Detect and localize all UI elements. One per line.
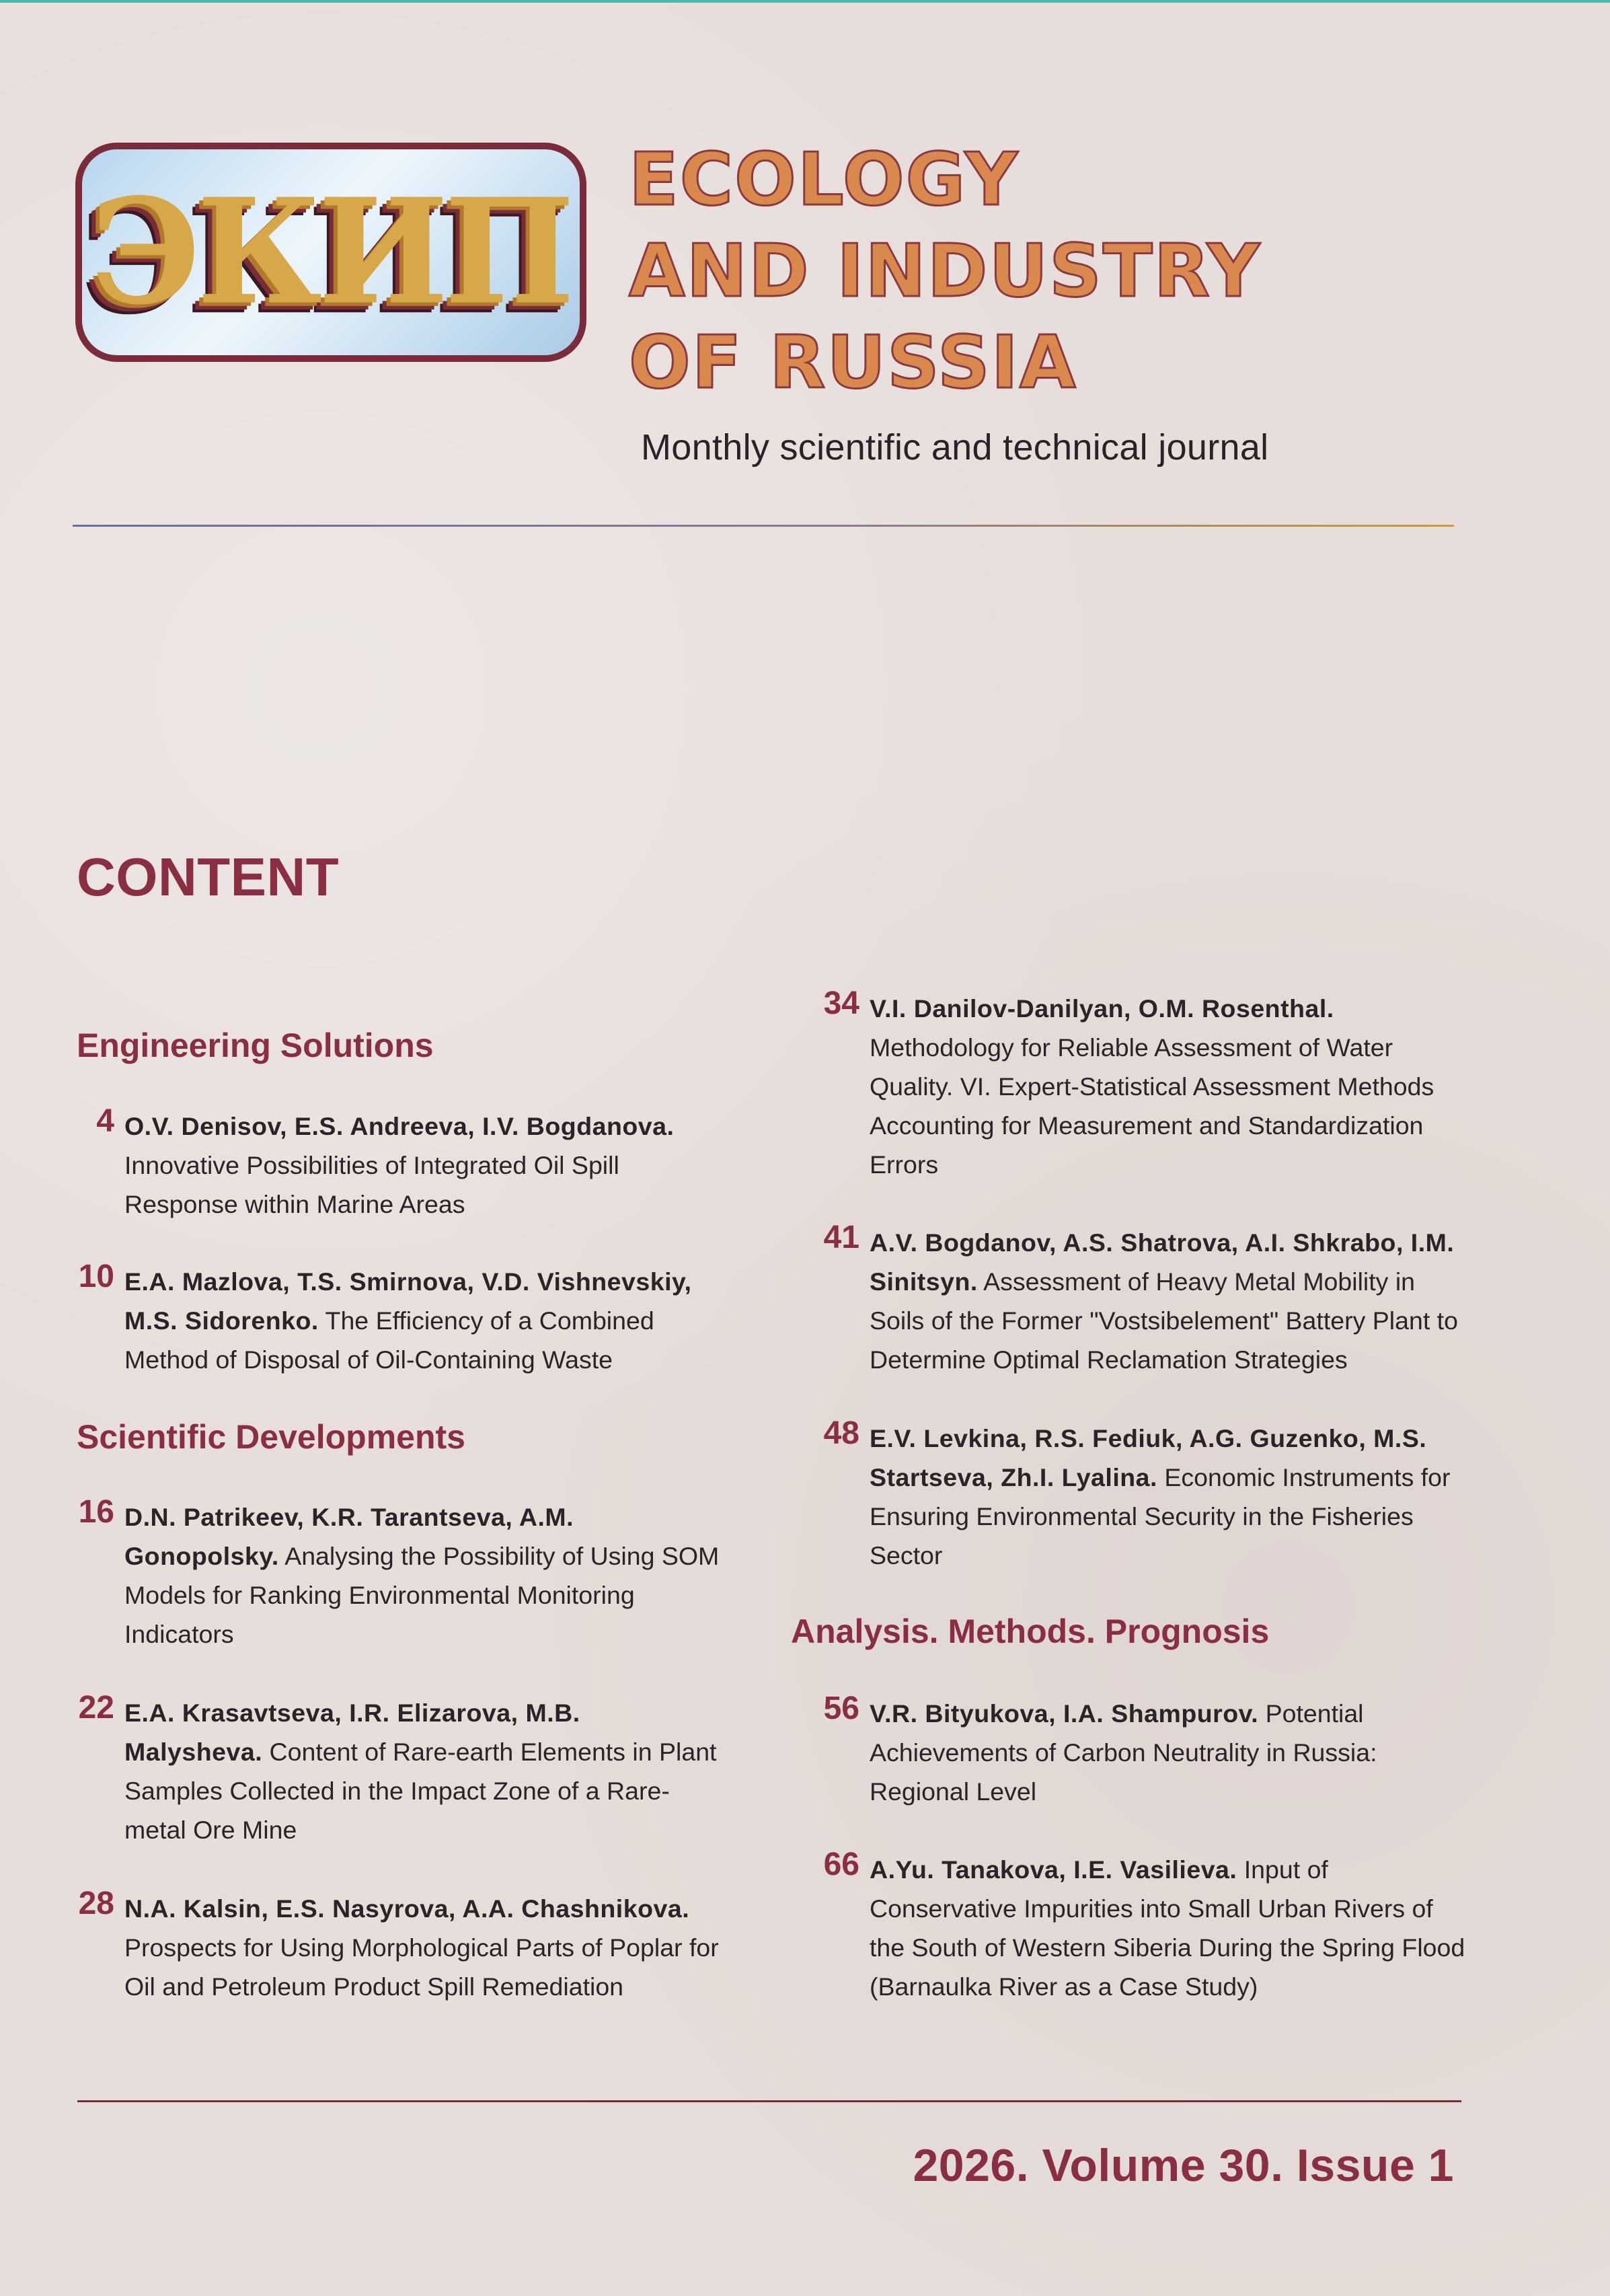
toc-page-number: 28	[78, 1886, 114, 1921]
toc-entry[interactable]	[47, 1103, 723, 1224]
toc-entry-text	[124, 1693, 723, 1849]
toc-page-number: 41	[823, 1220, 859, 1255]
toc-authors: O.V. Denisov, E.S. Andreeva, I.V. Bogdanova.	[124, 1112, 675, 1140]
section-title-scientific-developments: Scientific Developments	[77, 1418, 465, 1456]
toc-article-title: Content of Rare-earth Elements in Plant Samples Collected in the Impact Zone of a Rare-metal Ore Mine	[124, 1738, 717, 1844]
toc-article-title: Analysing the Possibility of Using SOM Models for Ranking Environmental Monitoring Indicators	[124, 1542, 720, 1648]
toc-authors: N.A. Kalsin, E.S. Nasyrova, A.A. Chashnikova.	[124, 1894, 690, 1923]
journal-logo	[75, 143, 586, 362]
toc-article-title: Methodology for Reliable Assessment of Water Quality. VI. Expert-Statistical Assessment Methods Accounting for Measurement and Standardization Errors	[870, 1033, 1434, 1179]
toc-page-number: 56	[823, 1691, 859, 1726]
toc-entry[interactable]	[792, 986, 1468, 1184]
toc-article-title: Economic Instruments for Ensuring Environmental Security in the Fisheries Sector	[870, 1463, 1451, 1569]
toc-entry-text	[870, 1419, 1468, 1575]
toc-authors: A.Yu. Tanakova, I.E. Vasilieva.	[870, 1855, 1237, 1884]
toc-entry[interactable]	[47, 1494, 723, 1654]
toc-authors: V.R. Bityukova, I.A. Shampurov.	[870, 1699, 1259, 1728]
toc-entry-text	[124, 1262, 723, 1379]
toc-authors: E.A. Mazlova, T.S. Smirnova, V.D. Vishnevskiy, M.S. Sidorenko.	[124, 1267, 692, 1335]
logo-lettering: ЭКИП	[91, 168, 571, 337]
toc-entry[interactable]	[792, 1847, 1468, 2006]
toc-article-title: Input of Conservative Impurities into Small Urban Rivers of the South of Western Siberia During the Spring Flood (Barnaulka River as a Case Study)	[870, 1855, 1465, 2001]
section-title-engineering-solutions: Engineering Solutions	[77, 1027, 434, 1064]
toc-authors: E.V. Levkina, R.S. Fediuk, A.G. Guzenko, M.S. Startseva, Zh.I. Lyalina.	[870, 1424, 1427, 1491]
toc-authors: A.V. Bogdanov, A.S. Shatrova, A.I. Shkrabo, I.M. Sinitsyn.	[870, 1228, 1455, 1296]
content-heading: CONTENT	[77, 847, 340, 907]
toc-entry-text	[124, 1889, 723, 2006]
toc-page-number: 10	[78, 1259, 114, 1294]
toc-entry[interactable]	[792, 1220, 1468, 1379]
toc-entry-text	[870, 1694, 1468, 1811]
section-title-analysis-methods-prognosis: Analysis. Methods. Prognosis	[791, 1613, 1270, 1650]
toc-entry[interactable]	[47, 1259, 723, 1379]
toc-entry[interactable]	[792, 1691, 1468, 1811]
toc-article-title: Potential Achievements of Carbon Neutrality in Russia: Regional Level	[870, 1699, 1377, 1806]
toc-page-number: 34	[823, 986, 859, 1021]
journal-title-line-2: AND INDUSTRY	[629, 229, 1262, 313]
toc-article-title: Innovative Possibilities of Integrated Oil Spill Response within Marine Areas	[124, 1151, 619, 1218]
toc-entry[interactable]	[47, 1690, 723, 1849]
toc-page-number: 4	[96, 1103, 114, 1139]
toc-entry-text	[870, 1850, 1468, 2006]
footer-divider	[77, 2100, 1461, 2102]
toc-authors: V.I. Danilov-Danilyan, O.M. Rosenthal.	[870, 994, 1334, 1023]
toc-page-number: 22	[78, 1690, 114, 1726]
journal-title	[629, 135, 1261, 409]
toc-entry-text	[124, 1497, 723, 1654]
toc-authors: D.N. Patrikeev, K.R. Tarantseva, A.M. Gonopolsky.	[124, 1503, 574, 1570]
toc-article-title: Prospects for Using Morphological Parts of Poplar for Oil and Petroleum Product Spill Remediation	[124, 1933, 719, 2001]
journal-title-line-3: OF RUSSIA	[629, 321, 1077, 405]
toc-page-number: 48	[823, 1415, 859, 1451]
journal-title-line-1: ECOLOGY	[629, 138, 1020, 222]
issue-label: 2026. Volume 30. Issue 1	[913, 2140, 1454, 2191]
toc-entry-text	[124, 1107, 723, 1224]
toc-article-title: The Efficiency of a Combined Method of Disposal of Oil-Containing Waste	[124, 1306, 654, 1374]
toc-entry-text	[870, 989, 1468, 1184]
toc-page-number: 16	[78, 1494, 114, 1530]
toc-entry[interactable]	[47, 1886, 723, 2006]
toc-entry-text	[870, 1223, 1468, 1379]
toc-authors: E.A. Krasavtseva, I.R. Elizarova, M.B. Malysheva.	[124, 1699, 580, 1766]
toc-article-title: Assessment of Heavy Metal Mobility in Soils of the Former "Vostsibelement" Battery Plant to Determine Optimal Reclamation Strategies	[870, 1267, 1458, 1374]
header-divider	[73, 525, 1454, 527]
journal-subtitle: Monthly scientific and technical journal	[641, 427, 1269, 468]
toc-page-number: 66	[823, 1847, 859, 1882]
toc-entry[interactable]	[792, 1415, 1468, 1575]
top-accent-line	[0, 0, 1610, 3]
